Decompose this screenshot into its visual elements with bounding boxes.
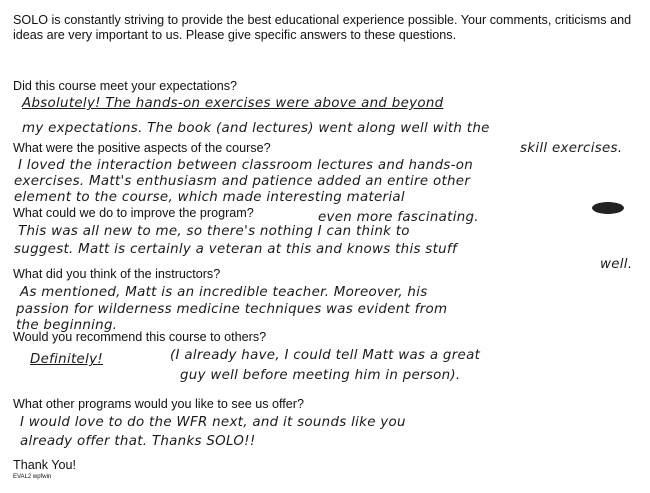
ink-scribble	[590, 200, 630, 216]
answer-expectations-line-2: my expectations. The book (and lectures) went along well with the	[22, 121, 490, 136]
answer-instructors-line-3: the beginning.	[16, 318, 118, 333]
answer-positive-line-3: element to the course, which made interesting material	[14, 190, 405, 205]
question-instructors: What did you think of the instructors?	[13, 267, 221, 281]
question-other-programs: What other programs would you like to see us offer?	[13, 397, 304, 411]
closing-text: Thank You!	[13, 458, 77, 472]
answer-expectations-line-1: Absolutely! The hands-on exercises were above and beyond	[22, 96, 444, 111]
answer-programs-line-2: already offer that. Thanks SOLO!!	[20, 434, 256, 449]
question-recommend: Would you recommend this course to others?	[13, 330, 267, 344]
answer-positive-line-4: even more fascinating.	[318, 210, 479, 225]
answer-positive-line-2: exercises. Matt's enthusiasm and patience added an entire other	[14, 174, 471, 189]
answer-improve-line-1: This was all new to me, so there's nothing I can think to	[18, 224, 410, 239]
answer-recommend-line-2: (I already have, I could tell Matt was a great	[170, 348, 481, 363]
answer-programs-line-1: I would love to do the WFR next, and it sounds like you	[20, 415, 406, 430]
answer-expectations-line-3: skill exercises.	[520, 141, 623, 156]
answer-improve-line-3: well.	[600, 257, 633, 272]
answer-recommend-line-3: guy well before meeting him in person).	[180, 368, 461, 383]
answer-positive-line-1: I loved the interaction between classroom lectures and hands-on	[18, 158, 474, 173]
form-intro: SOLO is constantly striving to provide the best educational experience possible. Your comments, criticisms and ideas are very important to us. Please give specific answers to these questions.	[13, 13, 632, 42]
question-positive-aspects: What were the positive aspects of the course?	[13, 141, 271, 155]
question-improve: What could we do to improve the program?	[13, 206, 254, 220]
answer-instructors-line-2: passion for wilderness medicine techniques was evident from	[16, 302, 448, 317]
answer-recommend-line-1: Definitely!	[30, 352, 103, 367]
question-expectations: Did this course meet your expectations?	[13, 79, 238, 93]
answer-instructors-line-1: As mentioned, Matt is an incredible teacher. Moreover, his	[20, 285, 428, 300]
form-code: EVAL2 wpfwin	[13, 474, 52, 480]
answer-improve-line-2: suggest. Matt is certainly a veteran at this and knows this stuff	[14, 242, 457, 257]
